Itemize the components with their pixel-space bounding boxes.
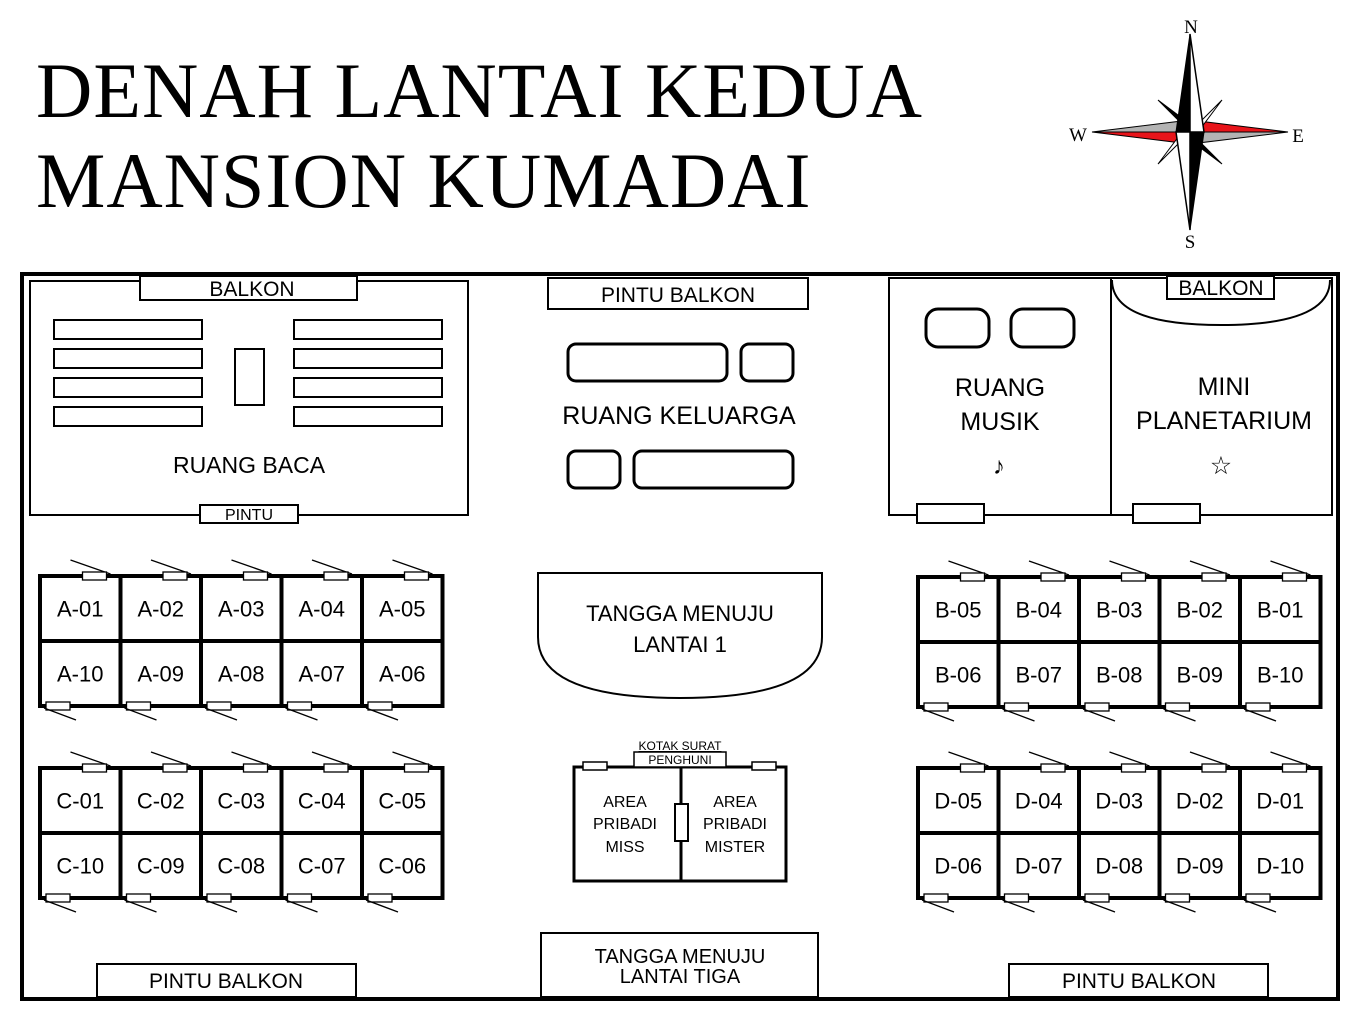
room-label: B-08 bbox=[1096, 662, 1143, 688]
bookshelf bbox=[294, 349, 442, 368]
room-label: B-10 bbox=[1257, 662, 1304, 688]
room-label: D-01 bbox=[1256, 788, 1305, 814]
door-marker bbox=[1085, 894, 1109, 902]
planetarium-balkon-label: BALKON bbox=[1178, 277, 1264, 300]
room-label: D-06 bbox=[934, 853, 983, 879]
room-block-d bbox=[918, 752, 1321, 912]
page-title-line-2: MANSION KUMADAI bbox=[36, 137, 812, 224]
door-marker bbox=[1166, 703, 1190, 711]
planetarium-label-line-2: PLANETARIUM bbox=[1136, 407, 1312, 435]
room-label: D-08 bbox=[1095, 853, 1144, 879]
ruang-baca-balkon-label: BALKON bbox=[209, 278, 295, 301]
room-label: A-03 bbox=[218, 596, 265, 622]
area-miss-label-line-2: PRIBADI bbox=[592, 816, 658, 833]
door-marker bbox=[1041, 573, 1065, 581]
door-marker bbox=[405, 764, 429, 772]
kotak-surat-label-line-2: PENGHUNI bbox=[648, 753, 712, 767]
door-marker bbox=[1085, 703, 1109, 711]
door-marker bbox=[961, 764, 985, 772]
door-marker bbox=[244, 764, 268, 772]
door-marker bbox=[207, 702, 231, 710]
room-label: A-05 bbox=[379, 596, 426, 622]
door-marker bbox=[1283, 573, 1307, 581]
room-label: D-05 bbox=[934, 788, 983, 814]
door-marker bbox=[83, 764, 107, 772]
room-label: A-02 bbox=[137, 596, 184, 622]
room-label: C-10 bbox=[56, 853, 105, 879]
room-label: C-04 bbox=[297, 788, 346, 814]
ruang-musik bbox=[889, 278, 1111, 523]
room-label: D-10 bbox=[1256, 853, 1305, 879]
room-label: A-06 bbox=[379, 661, 426, 687]
planetarium-door bbox=[1133, 504, 1200, 523]
compass-rose-icon bbox=[1069, 17, 1304, 253]
door-marker bbox=[924, 703, 948, 711]
room-label: D-07 bbox=[1014, 853, 1063, 879]
bookshelf bbox=[54, 407, 202, 426]
door-marker bbox=[1005, 703, 1029, 711]
pintu-balkon-kanan-label: PINTU BALKON bbox=[1061, 970, 1217, 993]
bookshelf bbox=[294, 407, 442, 426]
room-label: C-03 bbox=[217, 788, 266, 814]
door-marker bbox=[1005, 894, 1029, 902]
music-instrument bbox=[926, 309, 989, 347]
room-label: A-04 bbox=[298, 596, 345, 622]
room-label: B-05 bbox=[935, 597, 982, 623]
door-marker bbox=[961, 573, 985, 581]
sofa bbox=[568, 344, 727, 381]
pintu-balkon-kiri-label: PINTU BALKON bbox=[148, 970, 304, 993]
music-instrument bbox=[1011, 309, 1074, 347]
door-marker bbox=[1283, 764, 1307, 772]
area-miss-label-line-3: MISS bbox=[605, 839, 645, 856]
room-label: C-05 bbox=[378, 788, 427, 814]
room-label: A-07 bbox=[298, 661, 345, 687]
room-label: D-03 bbox=[1095, 788, 1144, 814]
room-label: B-06 bbox=[935, 662, 982, 688]
door-marker bbox=[288, 894, 312, 902]
door-marker bbox=[1166, 894, 1190, 902]
tangga-lantai-tiga-label-line-2: LANTAI TIGA bbox=[619, 966, 741, 988]
door-marker bbox=[1122, 764, 1146, 772]
tangga-lantai-tiga-label-line-1: TANGGA MENUJU bbox=[594, 946, 766, 968]
armchair bbox=[568, 451, 620, 488]
bookshelf bbox=[54, 349, 202, 368]
door-marker bbox=[1122, 573, 1146, 581]
bookshelf bbox=[54, 378, 202, 397]
ruang-keluarga bbox=[548, 278, 808, 488]
door-marker bbox=[368, 894, 392, 902]
sofa bbox=[634, 451, 793, 488]
door-marker bbox=[244, 572, 268, 580]
door-marker bbox=[583, 762, 607, 770]
area-pribadi bbox=[574, 739, 786, 881]
room-label: C-08 bbox=[217, 853, 266, 879]
ruang-baca-door-label: PINTU bbox=[225, 507, 273, 524]
reading-table bbox=[235, 349, 264, 405]
room-label: B-01 bbox=[1257, 597, 1304, 623]
door-marker bbox=[405, 572, 429, 580]
area-miss-label-line-1: AREA bbox=[603, 794, 647, 811]
room-label: D-02 bbox=[1175, 788, 1224, 814]
room-label: A-09 bbox=[137, 661, 184, 687]
door-marker bbox=[924, 894, 948, 902]
bookshelf bbox=[294, 378, 442, 397]
room-label: B-04 bbox=[1015, 597, 1062, 623]
tangga-lantai-tiga bbox=[541, 933, 818, 997]
room-label: C-06 bbox=[378, 853, 427, 879]
ruang-baca-label: RUANG BACA bbox=[172, 452, 326, 478]
ruang-baca bbox=[30, 276, 468, 524]
armchair bbox=[741, 344, 793, 381]
room-label: D-04 bbox=[1014, 788, 1063, 814]
door-marker bbox=[46, 702, 70, 710]
room-block-c bbox=[40, 752, 443, 912]
door-marker bbox=[1246, 894, 1270, 902]
door-marker bbox=[1202, 573, 1226, 581]
compass-w-label: W bbox=[1069, 125, 1087, 146]
door-marker bbox=[83, 572, 107, 580]
mini-planetarium bbox=[1111, 276, 1332, 523]
compass-n-label: N bbox=[1184, 17, 1198, 38]
door-marker bbox=[163, 572, 187, 580]
ruang-musik-label-line-1: RUANG bbox=[954, 374, 1046, 402]
ruang-keluarga-balcony-door-label: PINTU BALKON bbox=[600, 284, 756, 307]
bookshelf bbox=[294, 320, 442, 339]
door-marker bbox=[1246, 703, 1270, 711]
room-label: C-07 bbox=[297, 853, 346, 879]
star-icon: ☆ bbox=[1209, 452, 1233, 480]
ruang-keluarga-label: RUANG KELUARGA bbox=[562, 402, 796, 430]
door-marker bbox=[324, 764, 348, 772]
door-marker bbox=[752, 762, 776, 770]
connecting-door bbox=[675, 804, 688, 841]
room-label: A-01 bbox=[57, 596, 104, 622]
door-marker bbox=[368, 702, 392, 710]
room-block-b bbox=[918, 561, 1321, 721]
room-label: C-09 bbox=[136, 853, 185, 879]
page-title-line-1: DENAH LANTAI KEDUA bbox=[36, 47, 923, 134]
compass-s-label: S bbox=[1184, 232, 1196, 253]
pintu-balkon-kanan bbox=[1009, 964, 1268, 997]
room-label: B-07 bbox=[1015, 662, 1062, 688]
tangga-lantai-1 bbox=[538, 573, 822, 698]
room-label: B-09 bbox=[1176, 662, 1223, 688]
room-label: A-10 bbox=[57, 661, 104, 687]
room-label: C-02 bbox=[136, 788, 185, 814]
area-mister-label-line-1: AREA bbox=[713, 794, 757, 811]
door-marker bbox=[1202, 764, 1226, 772]
room-label: A-08 bbox=[218, 661, 265, 687]
area-mister-label-line-3: MISTER bbox=[704, 839, 766, 856]
door-marker bbox=[324, 572, 348, 580]
door-marker bbox=[288, 702, 312, 710]
planetarium-label-line-1: MINI bbox=[1197, 373, 1251, 401]
compass-e-label: E bbox=[1292, 126, 1304, 147]
tangga-lantai-1-label-line-1: TANGGA MENUJU bbox=[586, 601, 774, 626]
pintu-balkon-kiri bbox=[97, 964, 356, 997]
kotak-surat-label-line-1: KOTAK SURAT bbox=[638, 739, 722, 753]
tangga-lantai-1-label-line-2: LANTAI 1 bbox=[633, 632, 727, 657]
ruang-musik-door bbox=[917, 504, 984, 523]
area-mister-label-line-2: PRIBADI bbox=[702, 816, 768, 833]
door-marker bbox=[163, 764, 187, 772]
door-marker bbox=[127, 894, 151, 902]
bookshelf bbox=[54, 320, 202, 339]
ruang-musik-label-line-2: MUSIK bbox=[960, 408, 1040, 436]
room-label: B-03 bbox=[1096, 597, 1143, 623]
room-label: C-01 bbox=[56, 788, 105, 814]
music-note-icon: ♪ bbox=[993, 453, 1005, 480]
door-marker bbox=[1041, 764, 1065, 772]
room-label: B-02 bbox=[1176, 597, 1223, 623]
door-marker bbox=[127, 702, 151, 710]
room-label: D-09 bbox=[1175, 853, 1224, 879]
room-block-a bbox=[40, 560, 443, 720]
door-marker bbox=[207, 894, 231, 902]
door-marker bbox=[46, 894, 70, 902]
